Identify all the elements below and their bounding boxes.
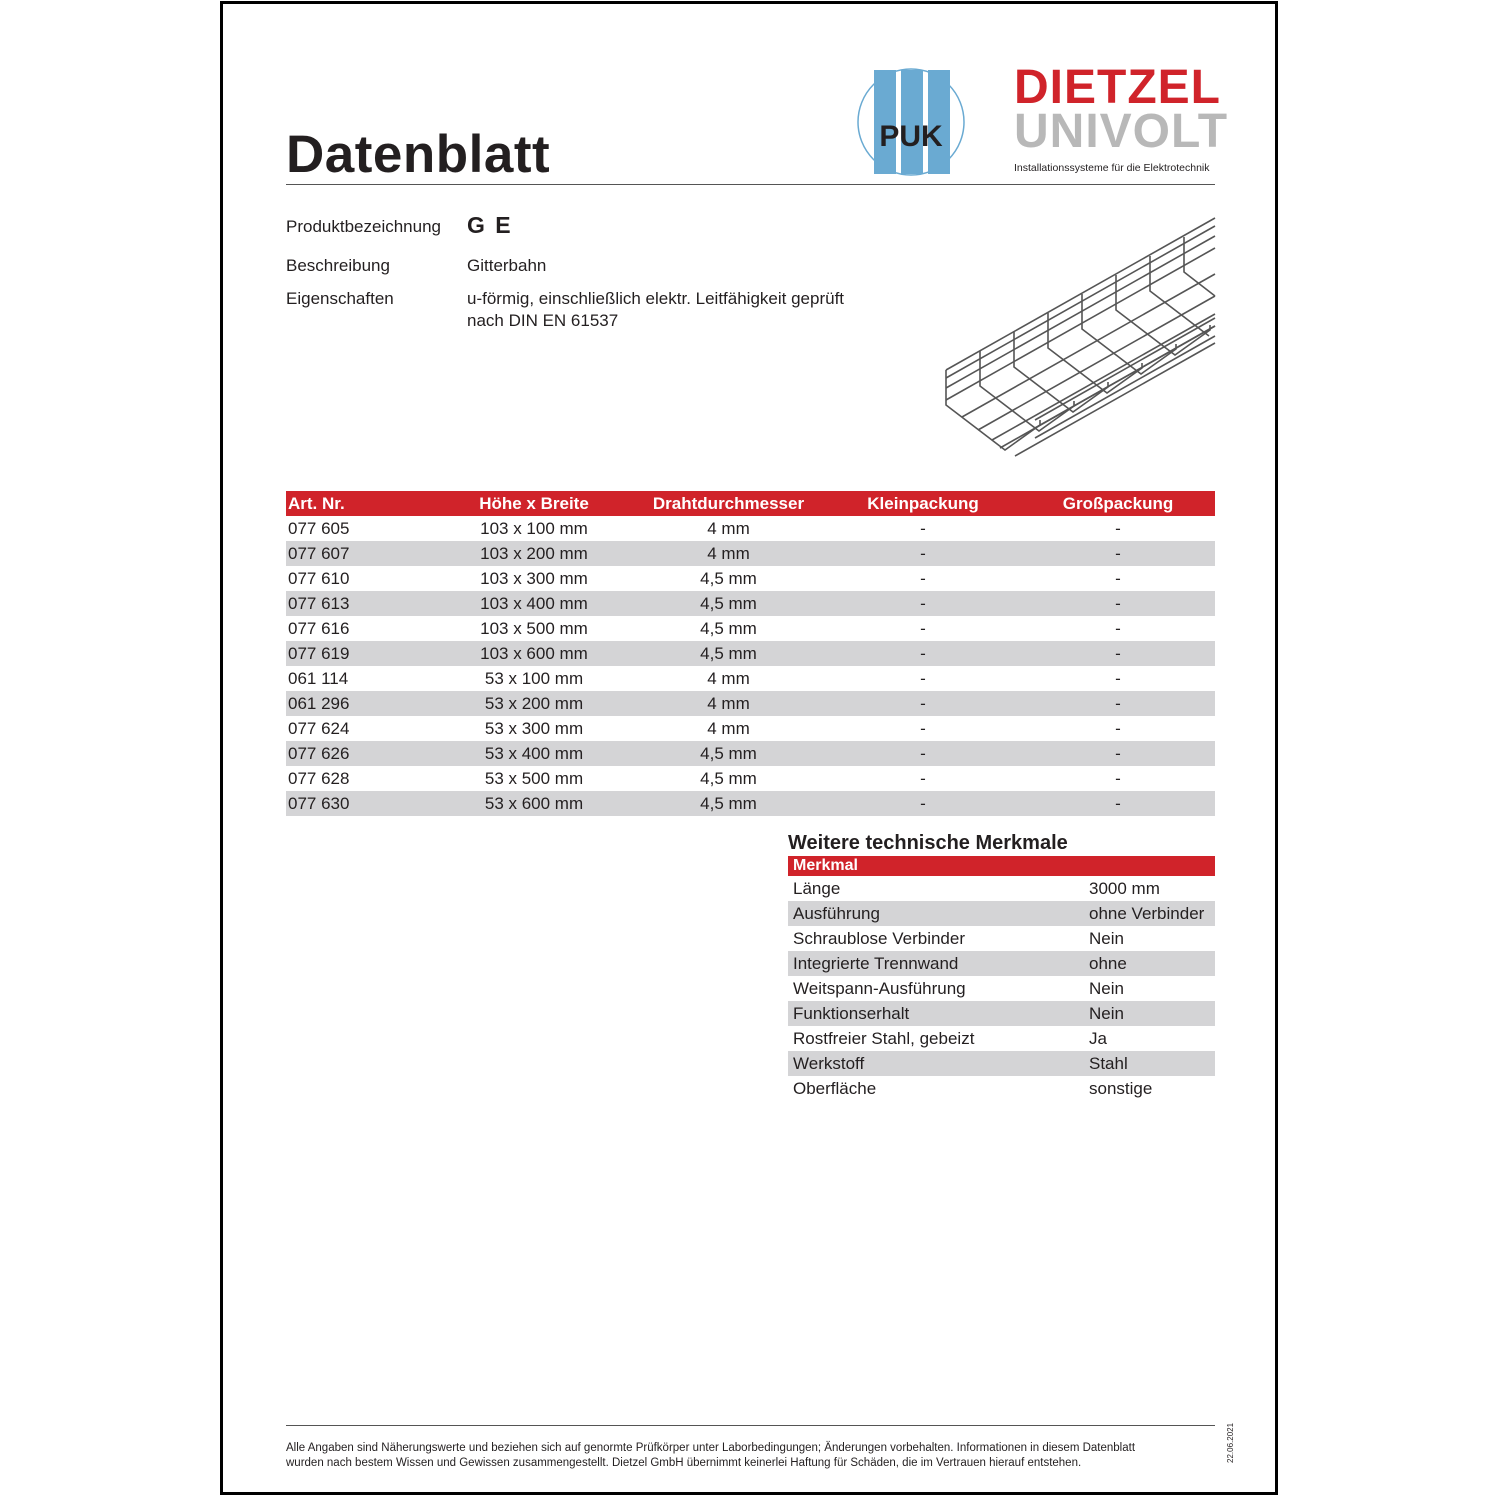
height-width: 53 x 200 mm bbox=[436, 691, 632, 716]
table-row bbox=[286, 516, 1215, 541]
large-pack: - bbox=[1021, 541, 1215, 566]
height-width: 53 x 400 mm bbox=[436, 741, 632, 766]
wire-diameter: 4 mm bbox=[632, 691, 825, 716]
height-width: 103 x 500 mm bbox=[480, 618, 588, 638]
feature-name: Oberfläche bbox=[793, 1078, 877, 1098]
feature-name: Rostfreier Stahl, gebeizt bbox=[793, 1028, 975, 1048]
small-pack: - bbox=[920, 668, 926, 688]
feature-value: Nein bbox=[1089, 978, 1124, 998]
large-pack: - bbox=[1115, 768, 1121, 788]
article-number: 077 630 bbox=[286, 791, 436, 816]
article-number: 077 607 bbox=[286, 541, 436, 566]
small-pack: - bbox=[825, 641, 1021, 666]
feature-value: Stahl bbox=[1084, 1051, 1215, 1076]
table-row bbox=[286, 666, 1215, 691]
wire-mesh-cable-tray-image bbox=[940, 210, 1220, 466]
footer-line-1: Alle Angaben sind Näherungswerte und beziehen sich auf genormte Prüfkörper unter Laborbedingungen; Änderungen vorbehalten. Informationen in diesem Datenblatt bbox=[286, 1442, 1136, 1454]
table-row bbox=[286, 641, 1215, 666]
large-pack: - bbox=[1115, 718, 1121, 738]
feature-value: ohne Verbinder bbox=[1084, 901, 1215, 926]
feature-value: Nein bbox=[1089, 928, 1124, 948]
footer-disclaimer bbox=[286, 1441, 1221, 1471]
table-row bbox=[788, 976, 1215, 1001]
article-table-header bbox=[286, 491, 1215, 516]
height-width: 103 x 100 mm bbox=[480, 518, 588, 538]
large-pack: - bbox=[1115, 618, 1121, 638]
document-date: 22.06.2021 bbox=[1226, 1422, 1235, 1463]
table-row bbox=[286, 616, 1215, 641]
table-row bbox=[788, 876, 1215, 901]
height-width: 53 x 300 mm bbox=[484, 718, 584, 738]
table-row bbox=[788, 1001, 1215, 1026]
small-pack: - bbox=[920, 518, 926, 538]
feature-value: Nein bbox=[1084, 1001, 1215, 1026]
height-width: 103 x 200 mm bbox=[436, 541, 632, 566]
height-width: 103 x 400 mm bbox=[436, 591, 632, 616]
feature-name: Länge bbox=[793, 878, 841, 898]
brand-sub: UNIVOLT bbox=[1014, 105, 1229, 158]
col-header-height-width: Höhe x Breite bbox=[436, 491, 632, 516]
wire-diameter: 4 mm bbox=[632, 541, 825, 566]
article-number: 077 610 bbox=[288, 568, 350, 588]
large-pack: - bbox=[1115, 668, 1121, 688]
table-row bbox=[286, 541, 1215, 566]
table-row bbox=[788, 951, 1215, 976]
small-pack: - bbox=[920, 568, 926, 588]
feature-name: Weitspann-Ausführung bbox=[793, 978, 966, 998]
feature-value: 3000 mm bbox=[1089, 878, 1160, 898]
col-header-feature: Merkmal bbox=[788, 856, 1215, 876]
feature-value: ohne bbox=[1084, 951, 1215, 976]
small-pack: - bbox=[825, 591, 1021, 616]
properties-line-1: u-förmig, einschließlich elektr. Leitfähigkeit geprüft bbox=[467, 289, 845, 308]
col-header-small-pack: Kleinpackung bbox=[825, 491, 1021, 516]
article-number: 077 624 bbox=[288, 718, 350, 738]
small-pack: - bbox=[920, 768, 926, 788]
small-pack: - bbox=[825, 691, 1021, 716]
wire-diameter: 4 mm bbox=[707, 518, 750, 538]
wire-diameter: 4,5 mm bbox=[632, 591, 825, 616]
large-pack: - bbox=[1021, 691, 1215, 716]
col-header-large-pack: Großpackung bbox=[1021, 491, 1215, 516]
article-number: 061 114 bbox=[288, 668, 349, 688]
feature-name: Schraublose Verbinder bbox=[793, 928, 966, 948]
large-pack: - bbox=[1115, 568, 1121, 588]
feature-name: Funktionserhalt bbox=[788, 1001, 1084, 1026]
table-row bbox=[788, 926, 1215, 951]
height-width: 53 x 100 mm bbox=[484, 668, 584, 688]
col-header-article-no: Art. Nr. bbox=[286, 491, 436, 516]
large-pack: - bbox=[1021, 741, 1215, 766]
wire-diameter: 4,5 mm bbox=[632, 641, 825, 666]
wire-diameter: 4 mm bbox=[707, 718, 750, 738]
small-pack: - bbox=[920, 618, 926, 638]
footer-line-2: wurden nach bestem Wissen und Gewissen zusammengestellt. Dietzel GmbH übernimmt keinerlei Haftung für Schäden, die im Vertrauen hierauf entstehen. bbox=[286, 1457, 1082, 1469]
wire-diameter: 4,5 mm bbox=[632, 741, 825, 766]
brand-name: DIETZEL bbox=[1014, 61, 1221, 114]
table-row bbox=[788, 1026, 1215, 1051]
small-pack: - bbox=[825, 741, 1021, 766]
table-row bbox=[788, 1051, 1215, 1076]
puk-logo-text: PUK bbox=[879, 120, 943, 153]
table-row bbox=[286, 566, 1215, 591]
large-pack: - bbox=[1021, 641, 1215, 666]
wire-diameter: 4,5 mm bbox=[700, 768, 757, 788]
table-row bbox=[286, 766, 1215, 791]
table-row bbox=[788, 901, 1215, 926]
height-width: 103 x 300 mm bbox=[480, 568, 588, 588]
height-width: 53 x 600 mm bbox=[436, 791, 632, 816]
wire-diameter: 4 mm bbox=[707, 668, 750, 688]
large-pack: - bbox=[1115, 518, 1121, 538]
article-number: 077 613 bbox=[286, 591, 436, 616]
feature-value: sonstige bbox=[1089, 1078, 1153, 1098]
header-divider bbox=[286, 184, 1215, 185]
feature-name: Werkstoff bbox=[788, 1051, 1084, 1076]
table-row bbox=[286, 791, 1215, 816]
height-width: 103 x 600 mm bbox=[436, 641, 632, 666]
table-row bbox=[788, 1076, 1215, 1101]
wire-diameter: 4,5 mm bbox=[700, 618, 757, 638]
article-number: 077 616 bbox=[288, 618, 350, 638]
large-pack: - bbox=[1021, 591, 1215, 616]
properties-label: Eigenschaften bbox=[286, 289, 394, 308]
table-row bbox=[286, 691, 1215, 716]
height-width: 53 x 500 mm bbox=[484, 768, 584, 788]
col-header-wire-diameter: Drahtdurchmesser bbox=[632, 491, 825, 516]
feature-name: Ausführung bbox=[788, 901, 1084, 926]
table-row bbox=[286, 741, 1215, 766]
page-title: Datenblatt bbox=[286, 125, 551, 184]
article-number: 077 626 bbox=[286, 741, 436, 766]
technical-features-title: Weitere technische Merkmale bbox=[788, 832, 1068, 854]
description-label: Beschreibung bbox=[286, 256, 390, 275]
properties-line-2: nach DIN EN 61537 bbox=[467, 311, 619, 330]
large-pack: - bbox=[1021, 791, 1215, 816]
table-row bbox=[286, 716, 1215, 741]
article-number: 077 628 bbox=[288, 768, 350, 788]
wire-diameter: 4,5 mm bbox=[700, 568, 757, 588]
feature-value: Ja bbox=[1089, 1028, 1107, 1048]
puk-logo bbox=[856, 68, 968, 176]
feature-name: Integrierte Trennwand bbox=[788, 951, 1084, 976]
product-name-value: G E bbox=[467, 212, 513, 238]
article-number: 077 619 bbox=[286, 641, 436, 666]
small-pack: - bbox=[825, 791, 1021, 816]
footer-divider bbox=[286, 1425, 1215, 1426]
article-number: 061 296 bbox=[286, 691, 436, 716]
small-pack: - bbox=[920, 718, 926, 738]
article-table bbox=[286, 491, 1215, 816]
small-pack: - bbox=[825, 541, 1021, 566]
description-value: Gitterbahn bbox=[467, 256, 547, 275]
technical-table-header bbox=[788, 856, 1215, 876]
article-number: 077 605 bbox=[288, 518, 350, 538]
technical-features-table bbox=[788, 856, 1215, 1101]
wire-diameter: 4,5 mm bbox=[632, 791, 825, 816]
product-name-label: Produktbezeichnung bbox=[286, 217, 442, 236]
brand-tagline: Installationssysteme für die Elektrotechnik bbox=[1014, 162, 1210, 174]
table-row bbox=[286, 591, 1215, 616]
